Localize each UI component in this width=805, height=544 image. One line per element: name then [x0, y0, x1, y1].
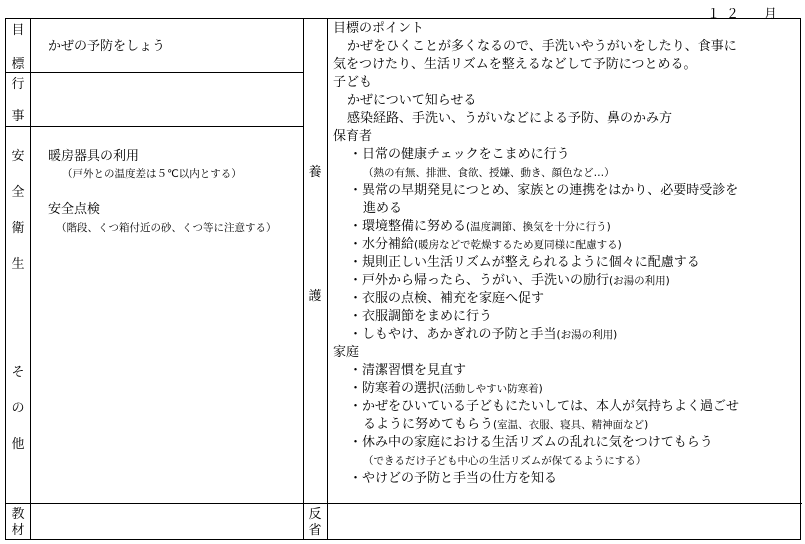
safety-char: 衛: [11, 221, 25, 236]
teacher-item: [349, 237, 622, 253]
teacher-item: 進める: [363, 201, 403, 216]
teacher-item: [349, 219, 611, 235]
safety-char: 生: [11, 257, 25, 272]
divider: [6, 72, 303, 73]
plan-table: [5, 18, 801, 540]
safety-item-title: 暖房器具の利用: [48, 149, 140, 164]
goal-point-heading: 目標のポイント: [333, 21, 425, 36]
family-item-text: ・防寒着の選択: [349, 381, 441, 396]
family-item: ・清潔習慣を見直す: [349, 363, 467, 378]
teacher-item-text: ・戸外から帰ったら、うがい、手洗いの励行: [349, 273, 610, 288]
care-char: 護: [308, 289, 322, 304]
teacher-item-note: (お湯の利用): [609, 275, 670, 287]
family-item-note: （できるだけ子ども中心の生活リズムが保てるようにする）: [363, 455, 647, 467]
reflection-char: 省: [308, 523, 322, 538]
safety-char: そ: [11, 365, 25, 380]
family-item-note: (活動しやすい防寒着): [440, 383, 543, 395]
teacher-item: ・日常の健康チェックをこまめに行う: [349, 147, 570, 162]
family-heading: 家庭: [333, 345, 360, 360]
teacher-item-note: (暖房などで乾燥するため夏同様に配慮する): [414, 239, 622, 251]
care-char: 養: [308, 165, 322, 180]
goal-point-line: かぜをひくことが多くなるので、手洗いやうがいをしたり、食事に: [347, 39, 737, 54]
goal-label-char-2: 標: [11, 57, 25, 72]
teacher-item: ・衣服調節をまめに行う: [349, 309, 493, 324]
safety-item-title: 安全点検: [48, 202, 101, 217]
divider: [30, 19, 31, 539]
goal-text: かぜの予防をしょう: [48, 39, 166, 54]
family-item: [349, 381, 543, 397]
divider: [327, 19, 328, 539]
teacher-item: ・規則正しい生活リズムが整えられるように個々に配慮する: [349, 255, 700, 270]
family-item: ・やけどの予防と手当の仕方を知る: [349, 471, 558, 486]
teacher-item: [349, 327, 617, 343]
teacher-item-note: （熱の有無、排泄、食欲、授嫌、動き、顔色など…）: [363, 167, 615, 179]
divider: [303, 19, 304, 539]
divider: [6, 126, 303, 127]
children-heading: 子ども: [333, 75, 373, 90]
family-item-note: (室温、衣服、寝具、精神面など): [493, 419, 649, 431]
safety-item-note: （階段、くつ箱付近の砂、くつ等に注意する）: [56, 222, 277, 234]
safety-char: 安: [11, 149, 25, 164]
teacher-item: ・衣服の点検、補充を家庭へ促す: [349, 291, 545, 306]
materials-char: 教: [11, 507, 25, 522]
family-item: ・かぜをひいている子どもにたいしては、本人が気持ちよく過ごせ: [349, 399, 740, 414]
materials-char: 材: [11, 523, 25, 538]
teacher-item-note: (お湯の利用): [556, 329, 618, 341]
family-item-text: るように努めてもらう: [363, 417, 494, 432]
reflection-char: 反: [308, 507, 322, 522]
teacher-item: ・異常の早期発見につとめ、家族との連携をはかり、必要時受診を: [349, 183, 739, 198]
safety-char: 他: [11, 437, 25, 452]
safety-char: 全: [11, 185, 25, 200]
goal-point-line: 気をつけたり、生活リズムを整えるなどして予防につとめる。: [333, 57, 697, 72]
teacher-item-note: (温度調節、換気を十分に行う): [466, 221, 611, 233]
family-item: [363, 417, 648, 433]
events-label-char-2: 事: [11, 109, 25, 124]
safety-char: の: [11, 401, 25, 416]
teacher-item-text: ・水分補給: [349, 237, 415, 252]
teacher-item: [349, 273, 670, 289]
teacher-heading: 保育者: [333, 129, 373, 144]
divider: [6, 503, 802, 504]
events-label-char-1: 行: [11, 77, 25, 92]
safety-item-note: （戸外との温度差は５℃以内とする）: [62, 168, 242, 180]
teacher-item-text: ・環境整備に努める: [349, 219, 467, 234]
teacher-item-text: ・しもやけ、あかぎれの予防と手当: [349, 327, 557, 342]
children-item: 感染経路、手洗い、うがいなどによる予防、鼻のかみ方: [347, 111, 673, 126]
children-item: かぜについて知らせる: [347, 93, 477, 108]
goal-label-char-1: 目: [11, 23, 25, 38]
month-label: １２ 月: [706, 7, 783, 22]
family-item: ・休み中の家庭における生活リズムの乱れに気をつけてもらう: [349, 435, 713, 450]
